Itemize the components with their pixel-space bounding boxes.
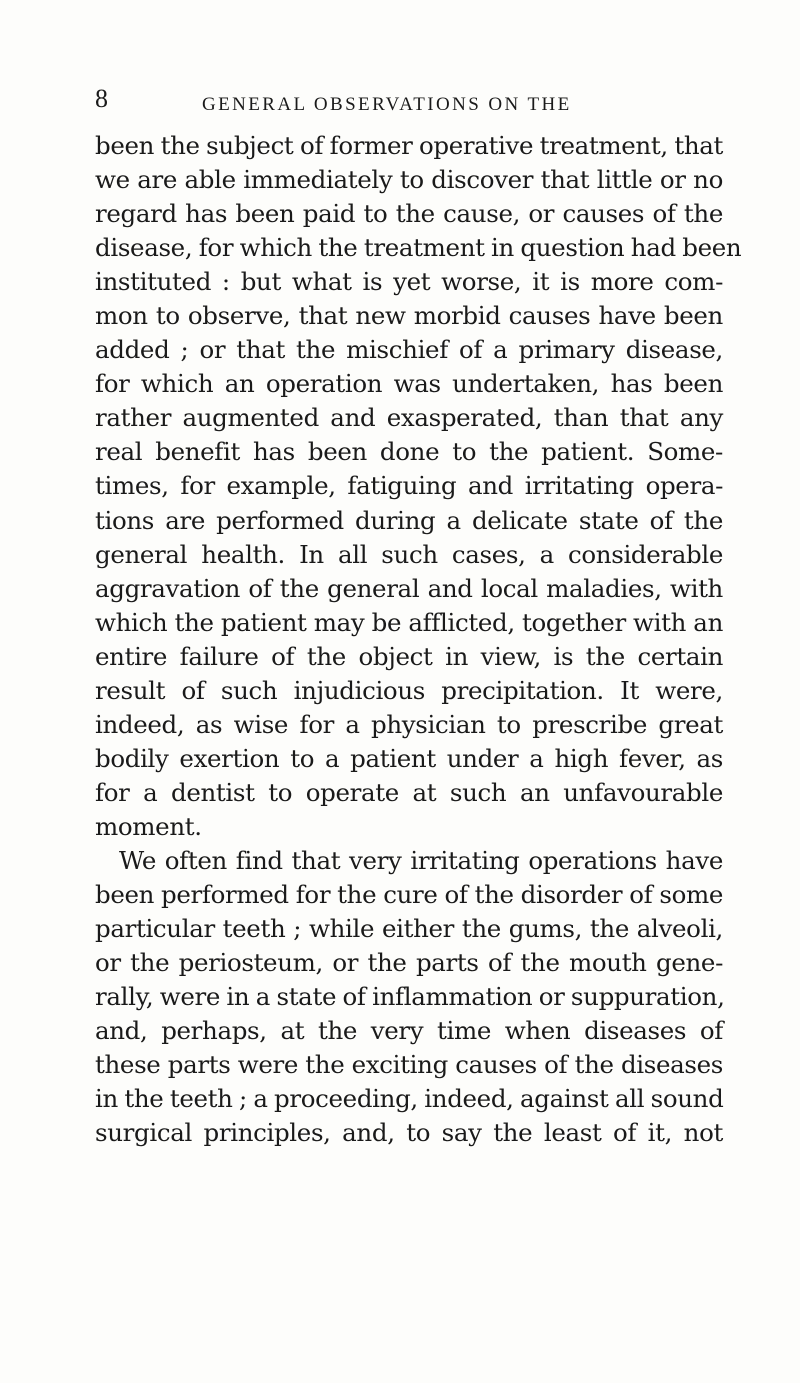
text-line: rally, were in a state of inflammation or suppuration, — [95, 982, 725, 1012]
paragraph-end-line: moment. — [95, 811, 202, 841]
text-line: instituted : but what is yet worse, it is more com- — [95, 267, 723, 297]
text-line: rather augmented and exasperated, than that any — [95, 403, 723, 433]
text-line: regard has been paid to the cause, or causes of the — [95, 199, 723, 229]
text-line: real benefit has been done to the patient. Some- — [95, 437, 723, 467]
paragraph-start-line: We often find that very irritating operations have — [119, 845, 723, 875]
text-line: disease, for which the treatment in question had been — [95, 233, 742, 263]
text-line: result of such injudicious precipitation. It were, — [95, 675, 723, 705]
text-line: particular teeth ; while either the gums, the alveoli, — [95, 914, 723, 944]
text-line: been performed for the cure of the disorder of some — [95, 880, 723, 910]
text-line: been the subject of former operative treatment, that — [95, 131, 723, 160]
text-line: entire failure of the object in view, is the certain — [95, 641, 723, 671]
text-line: and, perhaps, at the very time when diseases of — [95, 1016, 723, 1046]
text-line: added ; or that the mischief of a primary disease, — [95, 335, 723, 365]
text-line: surgical principles, and, to say the least of it, not — [95, 1118, 723, 1148]
text-line: in the teeth ; a proceeding, indeed, against all sound — [95, 1084, 724, 1114]
text-line: or the periosteum, or the parts of the mouth gene- — [95, 948, 723, 978]
page-number: 8 — [95, 84, 108, 113]
running-head: GENERAL OBSERVATIONS ON THE — [202, 94, 572, 115]
text-line: bodily exertion to a patient under a high fever, as — [95, 743, 723, 773]
text-line: indeed, as wise for a physician to prescribe great — [95, 709, 723, 739]
text-line: general health. In all such cases, a considerable — [95, 539, 723, 569]
text-line: for which an operation was undertaken, has been — [95, 369, 723, 399]
text-line: for a dentist to operate at such an unfavourable — [95, 777, 723, 807]
text-line: times, for example, fatiguing and irritating opera- — [95, 471, 723, 501]
text-line: mon to observe, that new morbid causes have been — [95, 301, 723, 331]
page-header — [95, 84, 735, 124]
text-line: tions are performed during a delicate state of the — [95, 505, 723, 535]
text-line: these parts were the exciting causes of the diseases — [95, 1050, 723, 1080]
body-text — [95, 129, 742, 1150]
text-line: which the patient may be afflicted, together with an — [95, 607, 723, 637]
text-line: we are able immediately to discover that little or no — [95, 165, 723, 195]
text-line: aggravation of the general and local maladies, with — [95, 573, 723, 603]
